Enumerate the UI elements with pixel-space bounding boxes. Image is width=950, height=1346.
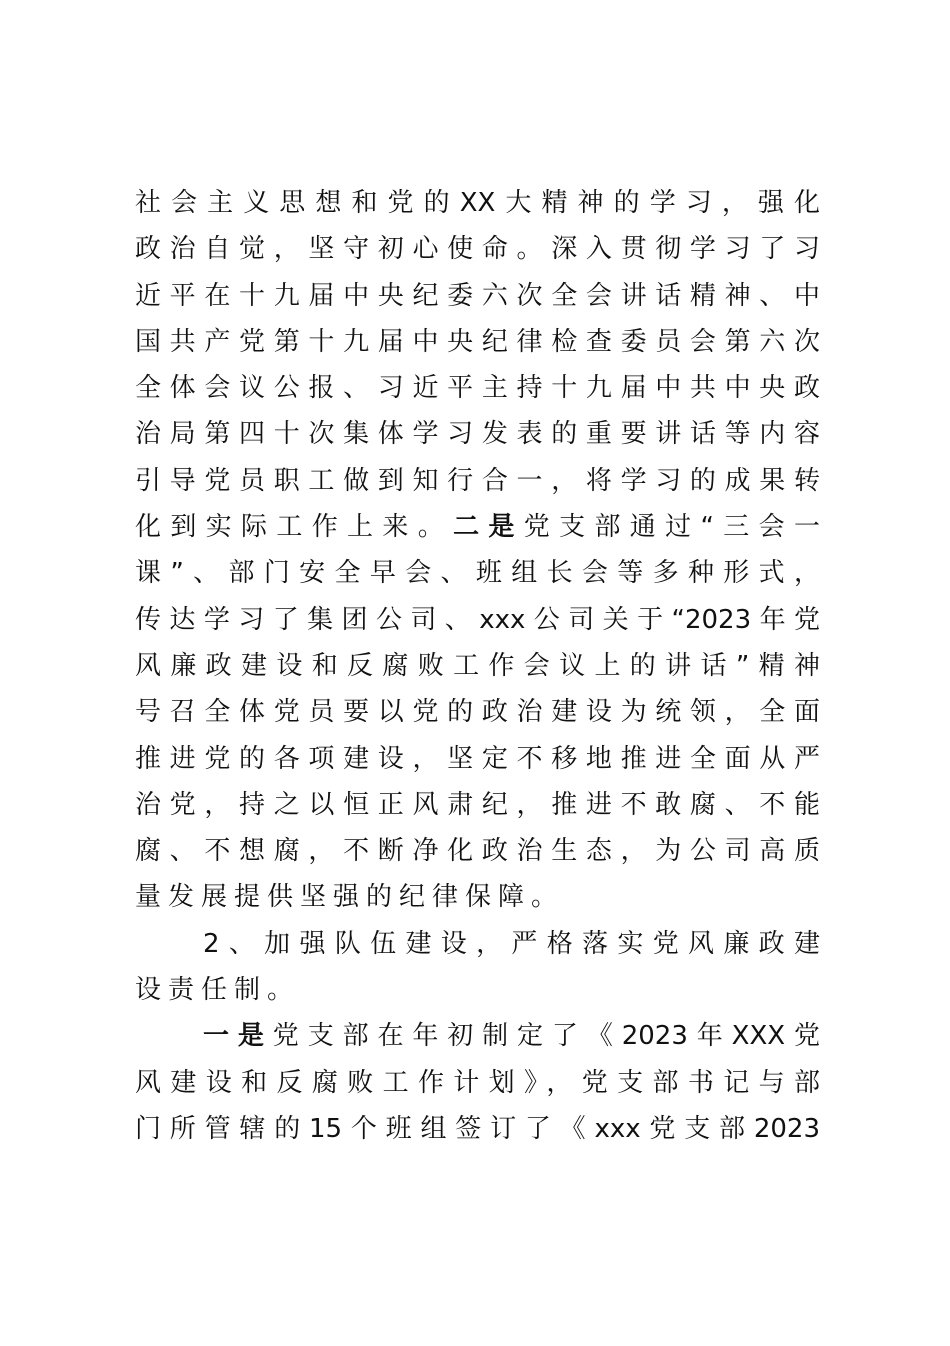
text-segment: 治党，持之以恒正风肃纪，推进不敢腐、不能 [135, 789, 820, 820]
text-segment: 政治自觉，坚守初心使命。深入贯彻学习了习 [135, 234, 820, 265]
text-segment: 党支部在年初制定了《2023年XXX党 [272, 1021, 820, 1052]
text-segment: 党支部通过“三会一 [523, 512, 820, 543]
text-segment: 传达学习了集团公司、xxx公司关于“2023年党 [135, 604, 820, 635]
text-line [135, 597, 820, 643]
text-line [135, 1106, 820, 1152]
text-segment: 腐、不想腐，不断净化政治生态，为公司高质 [135, 836, 820, 867]
text-line [135, 921, 820, 967]
bold-marker: 二是 [453, 512, 524, 543]
text-line [135, 828, 820, 874]
text-line [135, 226, 820, 272]
body-text [135, 180, 820, 1152]
text-segment: 2、加强队伍建设，严格落实党风廉政建 [203, 928, 820, 959]
text-line [135, 411, 820, 457]
text-segment: 号召全体党员要以党的政治建设为统领，全面 [135, 697, 820, 728]
text-line [135, 643, 820, 689]
text-line [135, 967, 820, 1013]
text-segment: 全体会议公报、习近平主持十九届中共中央政 [135, 373, 820, 404]
text-segment: 门所管辖的15个班组签订了《xxx党支部2023 [135, 1113, 820, 1144]
text-segment: 推进党的各项建设，坚定不移地推进全面从严 [135, 743, 820, 774]
text-line [135, 273, 820, 319]
text-segment: 课”、部门安全早会、班组长会等多种形式， [135, 558, 820, 589]
text-line [135, 550, 820, 596]
bold-marker: 一是 [203, 1021, 273, 1052]
text-line [135, 689, 820, 735]
text-segment: 风廉政建设和反腐败工作会议上的讲话”精神 [135, 650, 820, 681]
text-segment: 设责任制。 [135, 975, 301, 1006]
text-segment: 化到实际工作上来。 [135, 512, 454, 543]
text-line [135, 1060, 820, 1106]
text-segment: 引导党员职工做到知行合一，将学习的成果转 [135, 465, 820, 496]
text-line [135, 180, 820, 226]
text-segment: 量发展提供坚强的纪律保障。 [135, 882, 565, 913]
text-line [135, 874, 820, 920]
text-segment: 近平在十九届中央纪委六次全会讲话精神、中 [135, 280, 820, 311]
text-line [135, 736, 820, 782]
text-segment: 风建设和反腐败工作计划》，党支部书记与部 [135, 1067, 820, 1098]
text-segment: 国共产党第十九届中央纪律检查委员会第六次 [135, 326, 820, 357]
text-line [135, 504, 820, 550]
text-line [135, 319, 820, 365]
text-line [135, 782, 820, 828]
text-segment: 治局第四十次集体学习发表的重要讲话等内容 [135, 419, 820, 450]
text-line [135, 458, 820, 504]
text-segment: 社会主义思想和党的XX大精神的学习，强化 [135, 188, 820, 218]
text-line [135, 1013, 820, 1059]
text-line [135, 365, 820, 411]
